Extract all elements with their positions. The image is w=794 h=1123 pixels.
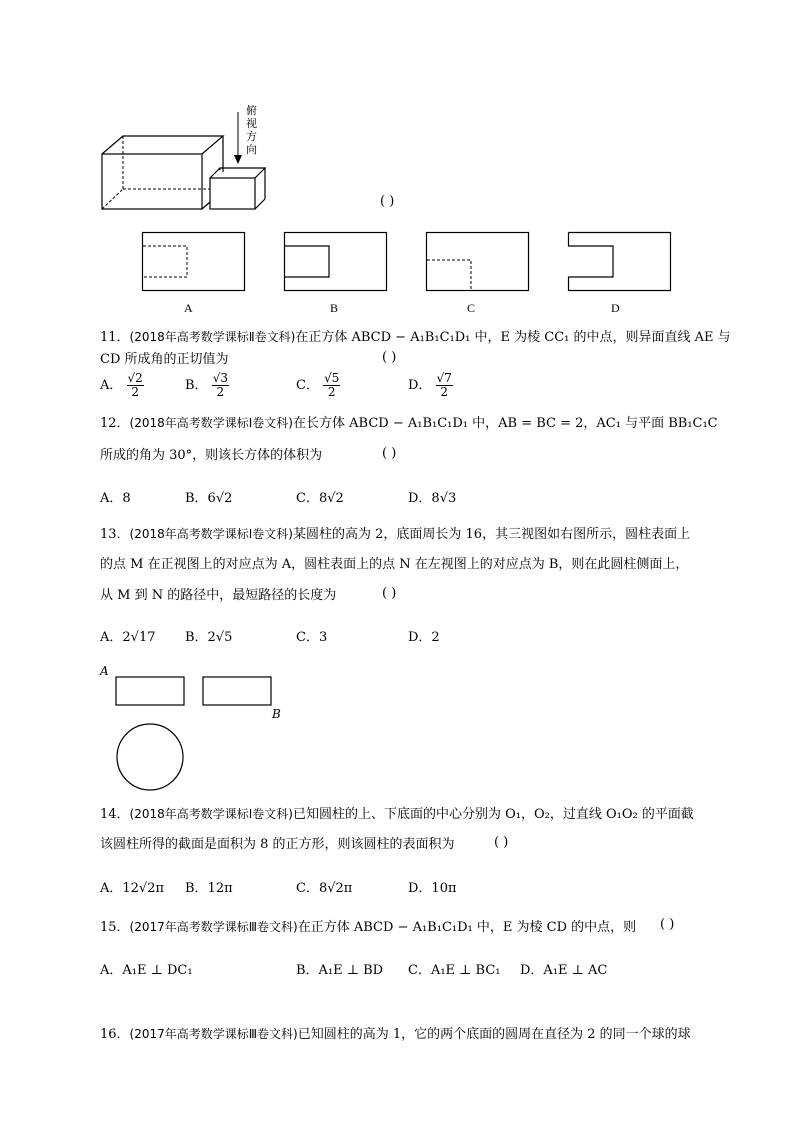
q12-choice-b: B．6√2 <box>185 491 233 506</box>
solid-figure <box>95 100 295 215</box>
option-label-b: B <box>330 301 339 315</box>
question-13-line3: 从 M 到 N 的路径中，最短路径的长度为 <box>100 588 337 603</box>
q11-choice-c: C． $\frac{√5}{2}$ <box>296 371 340 399</box>
question-11: 11．(2018年高考数学课标Ⅱ卷文科)在正方体 ABCD − A₁B₁C₁D₁ 中，E 为棱 CC₁ 的中点，则异面直线 AE 与 <box>100 330 731 345</box>
question-15: 15．(2017年高考数学课标Ⅲ卷文科)在正方体 ABCD − A₁B₁C₁D₁ 中，E 为棱 CD 的中点，则 <box>100 920 637 935</box>
question-14: 14．(2018年高考数学课标Ⅰ卷文科)已知圆柱的上、下底面的中心分别为 O₁，O₂，过直线 O₁O₂ 的平面截 <box>100 807 694 822</box>
option-label-c: C <box>467 301 476 315</box>
answer-paren-top: ( ) <box>380 194 395 209</box>
question-13-paren: ( ) <box>382 586 397 601</box>
question-11-paren: ( ) <box>382 350 397 365</box>
option-figure-b <box>284 232 388 292</box>
q14-choice-d: D．10π <box>408 881 457 896</box>
option-figure-d <box>568 232 672 292</box>
q12-choice-c: C．8√2 <box>296 491 344 506</box>
question-14-paren: ( ) <box>494 835 509 850</box>
q13-label-a: A <box>100 664 109 678</box>
q13-choice-c: C．3 <box>296 630 328 645</box>
question-12-paren: ( ) <box>382 446 397 461</box>
q13-choice-b: B．2√5 <box>185 630 233 645</box>
question-16: 16．(2017年高考数学课标Ⅲ卷文科)已知圆柱的高为 1，它的两个底面的圆周在直径为 2 的同一个球的球 <box>100 1027 691 1042</box>
q15-choice-b: B．A₁E ⊥ BD <box>296 963 384 978</box>
question-15-paren: ( ) <box>660 917 675 932</box>
question-12: 12．(2018年高考数学课标Ⅰ卷文科)在长方体 ABCD − A₁B₁C₁D₁ 中，AB = BC = 2，AC₁ 与平面 BB₁C₁C <box>100 416 718 431</box>
q14-choice-c: C．8√2π <box>296 881 353 896</box>
option-figure-c <box>426 232 530 292</box>
option-label-a: A <box>184 301 193 315</box>
q14-choice-a: A．12√2π <box>100 881 165 896</box>
question-14-line2: 该圆柱所得的截面是面积为 8 的正方形，则该圆柱的表面积为 <box>100 837 455 852</box>
q13-choice-a: A．2√17 <box>100 630 156 645</box>
q15-choice-d: D．A₁E ⊥ AC <box>520 963 608 978</box>
option-label-d: D <box>611 301 620 315</box>
question-13-line2: 的点 M 在正视图上的对应点为 A，圆柱表面上的点 N 在左视图上的对应点为 B，则在此圆柱侧面上， <box>100 557 689 572</box>
question-12-line2: 所成的角为 30°，则该长方体的体积为 <box>100 448 323 463</box>
q13-three-views <box>115 676 275 796</box>
q14-choice-b: B．12π <box>185 881 233 896</box>
q15-choice-c: C．A₁E ⊥ BC₁ <box>408 963 501 978</box>
view-direction-label: 俯 视 方 向 <box>246 104 257 156</box>
question-11-line2: CD 所成角的正切值为 <box>100 352 229 367</box>
q15-choice-a: A．A₁E ⊥ DC₁ <box>100 963 193 978</box>
q11-choice-b: B． $\frac{√3}{2}$ <box>185 371 228 399</box>
question-13: 13．(2018年高考数学课标Ⅰ卷文科)某圆柱的高为 2，底面周长为 16，其三视图如右图所示，圆柱表面上 <box>100 527 691 542</box>
q12-choice-d: D．8√3 <box>408 491 457 506</box>
q13-choice-d: D．2 <box>408 630 440 645</box>
q13-label-b: B <box>272 707 281 721</box>
q11-choice-a: A． $\frac{√2}{2}$ <box>100 371 143 399</box>
option-figure-a <box>142 232 246 292</box>
q11-choice-d: D． $\frac{√7}{2}$ <box>408 371 452 399</box>
q12-choice-a: A．8 <box>100 491 131 506</box>
